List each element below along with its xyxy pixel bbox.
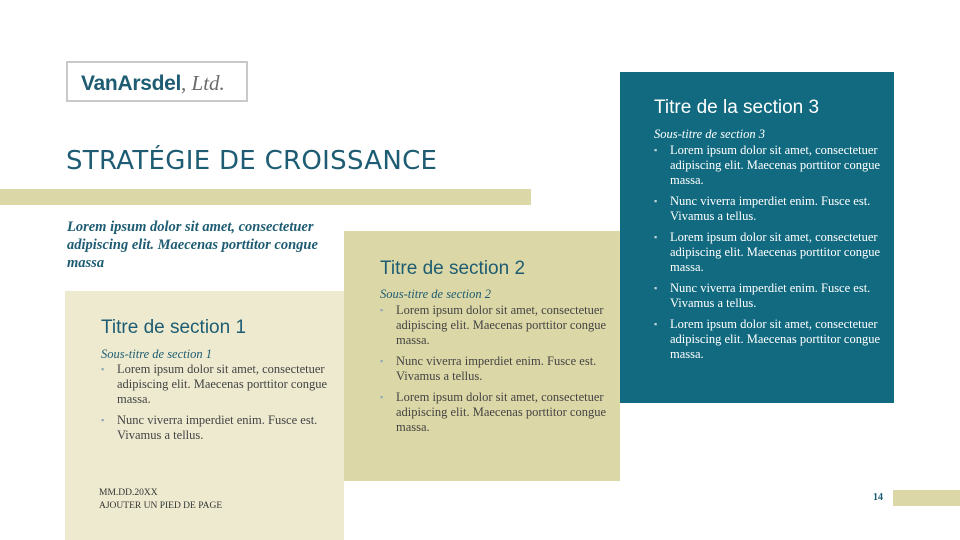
- section-2-subtitle: Sous-titre de section 2: [380, 287, 491, 301]
- section-1-bullet-list: [101, 362, 331, 449]
- logo-name: VanArsdel: [81, 72, 182, 95]
- bullet-icon: ▪: [654, 196, 658, 206]
- list-item: ▪ Lorem ipsum dolor sit amet, consectetuer adipiscing elit. Maecenas porttitor congue massa.: [654, 230, 881, 274]
- list-item: ▪ Lorem ipsum dolor sit amet, consectetuer adipiscing elit. Maecenas porttitor congue massa.: [380, 390, 607, 434]
- list-item: ▪ Lorem ipsum dolor sit amet, consectetuer adipiscing elit. Maecenas porttitor congue massa.: [654, 317, 881, 361]
- footer: [99, 487, 222, 513]
- list-item: ▪ Nunc viverra imperdiet enim. Fusce est. Vivamus a tellus.: [654, 194, 871, 223]
- bullet-icon: ▪: [654, 232, 658, 242]
- slide-title: STRATÉGIE DE CROISSANCE: [66, 146, 438, 176]
- bullet-icon: ▪: [380, 305, 384, 315]
- section-1-subtitle: Sous-titre de section 1: [101, 347, 212, 361]
- intro-text: Lorem ipsum dolor sit amet, consectetuer adipiscing elit. Maecenas porttitor congue massa: [67, 219, 318, 271]
- list-item: ▪ Nunc viverra imperdiet enim. Fusce est. Vivamus a tellus.: [101, 413, 318, 442]
- section-1-heading: Titre de section 1: [101, 317, 247, 338]
- list-item: ▪ Nunc viverra imperdiet enim. Fusce est. Vivamus a tellus.: [654, 281, 871, 310]
- bullet-icon: ▪: [654, 283, 658, 293]
- bullet-icon: ▪: [380, 392, 384, 402]
- section-2-bullet-list: [380, 303, 610, 441]
- company-logo: [66, 61, 248, 102]
- footer-date: MM.DD.20XX: [99, 488, 158, 498]
- bullet-icon: ▪: [654, 145, 658, 155]
- list-item: ▪ Nunc viverra imperdiet enim. Fusce est. Vivamus a tellus.: [380, 354, 597, 383]
- section-2-heading: Titre de section 2: [380, 258, 526, 279]
- bullet-icon: ▪: [380, 356, 384, 366]
- list-item: ▪ Lorem ipsum dolor sit amet, consectetuer adipiscing elit. Maecenas porttitor congue massa.: [654, 143, 881, 187]
- page-number: 14: [873, 492, 883, 503]
- list-item: ▪ Lorem ipsum dolor sit amet, consectetuer adipiscing elit. Maecenas porttitor congue massa.: [380, 303, 607, 347]
- logo-suffix: , Ltd.: [181, 71, 225, 95]
- bullet-icon: ▪: [101, 364, 105, 374]
- title-accent-bar: [0, 189, 531, 205]
- footer-text: AJOUTER UN PIED DE PAGE: [99, 501, 223, 511]
- list-item: ▪ Lorem ipsum dolor sit amet, consectetuer adipiscing elit. Maecenas porttitor congue massa.: [101, 362, 328, 406]
- bullet-icon: ▪: [101, 415, 105, 425]
- section-3-bullet-list: [654, 143, 884, 368]
- section-3-subtitle: Sous-titre de section 3: [654, 127, 765, 141]
- bullet-icon: ▪: [654, 319, 658, 329]
- page-accent-bar: [893, 490, 960, 506]
- section-3-heading: Titre de la section 3: [654, 97, 820, 118]
